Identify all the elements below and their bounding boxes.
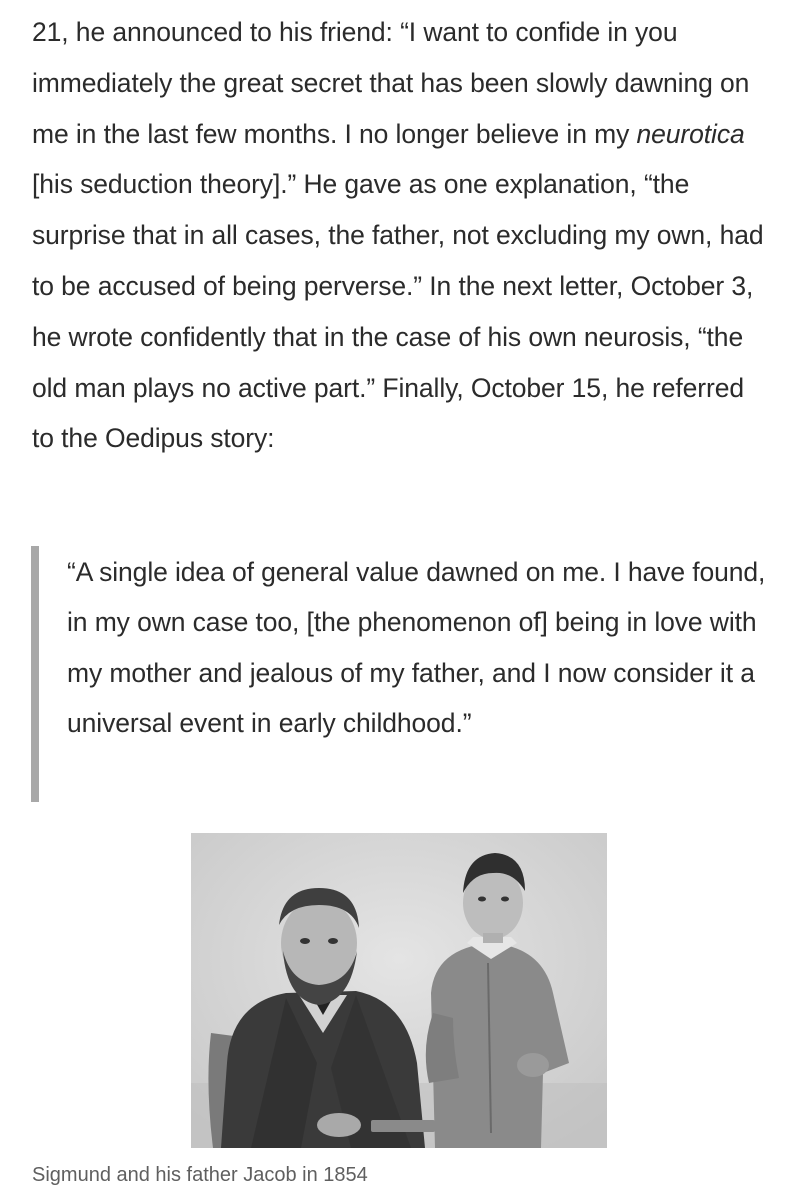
historical-photo <box>191 833 607 1148</box>
photo-father-and-son-image <box>191 833 607 1148</box>
article-body <box>32 7 772 464</box>
blockquote-text: “A single idea of general value dawned on me. I have found, in my own case too, [the phenomenon of] being in love with my mother and jealous of my father, and I now consider it a universal event in early childhood.” <box>67 557 766 739</box>
body-paragraph <box>32 7 772 464</box>
figure-caption: Sigmund and his father Jacob in 1854 <box>32 1164 368 1186</box>
paragraph-text-end: [his seduction theory].” He gave as one explanation, “the surprise that in all cases, the father, not excluding my own, had to be accused of being perverse.” In the next letter, October 3, he wrote confidently that in the case of his own neurosis, “the old man plays no active part.” Finally, October 15, he referred to the Oedipus story: <box>32 169 764 454</box>
italic-term: neurotica <box>636 118 745 149</box>
blockquote <box>31 546 771 802</box>
paragraph-text-start: 21, he announced to his friend: “I want to confide in you immediately the great secret that has been slowly dawning on me in the last few months. I no longer believe in my <box>32 17 750 149</box>
